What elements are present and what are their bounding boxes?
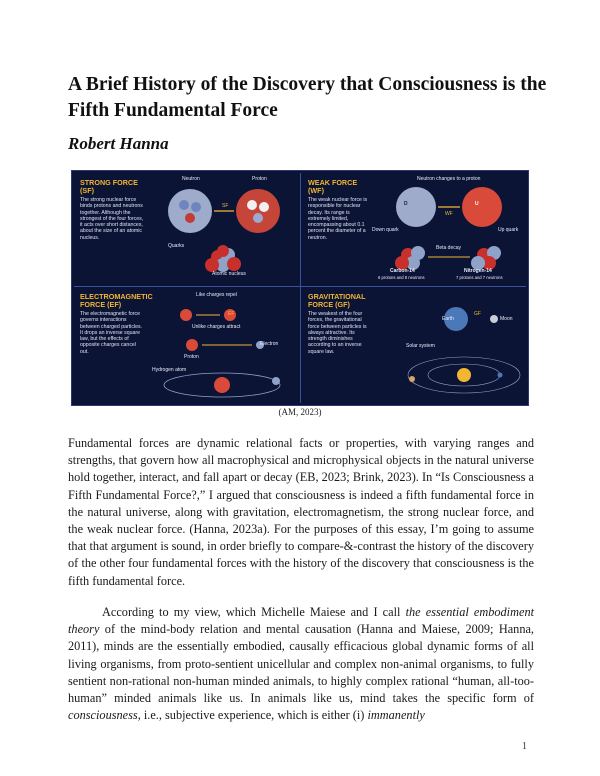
strong-force-panel [80, 179, 144, 241]
gf-tag: GF [474, 311, 481, 317]
quark-u-label: U [475, 201, 479, 207]
quark-icon [191, 202, 201, 212]
moon-label: Moon [500, 316, 513, 322]
quark-icon [185, 213, 195, 223]
neutron-label: Neutron [182, 176, 200, 182]
document-title: A Brief History of the Discovery that Consciousness is the Fifth Fundamental Force [68, 74, 547, 121]
quark-icon [253, 213, 263, 223]
gravitational-force-heading: GRAVITATIONAL FORCE (GF) [308, 292, 366, 309]
paragraph-2 [68, 604, 534, 724]
atomic-nucleus-label: Atomic nucleus [212, 271, 246, 277]
figure-divider-vertical [300, 173, 301, 403]
electromagnetic-force-panel [80, 292, 153, 355]
paragraph-2-emphasis: consciousness [68, 708, 138, 723]
quarks-label: Quarks [168, 243, 185, 249]
electromagnetic-force-description: The electromagnetic force governs interactions between charged particles. It drops an inverse square law, but the effects of opposite charges cancel out. [80, 311, 142, 355]
quark-icon [259, 202, 269, 212]
carbon-sublabel: 6 protons and 8 neutrons [378, 275, 425, 280]
hydrogen-proton-icon [214, 377, 230, 393]
quark-icon [247, 200, 257, 210]
like-charges-label: Like charges repel [196, 292, 237, 298]
ef-tag: EF [228, 311, 235, 317]
paragraph-2-emphasis: the essential embodiment theory [68, 605, 535, 637]
proton-sphere [462, 187, 502, 227]
figure-divider-horizontal [74, 286, 526, 287]
gravitational-force-panel [308, 293, 370, 355]
electron-label: Electron [260, 341, 279, 347]
weak-force-heading: WEAK FORCE (WF) [308, 178, 358, 195]
gravitational-force-description: The weakest of the four forces, the gravitational force between particles is always attractive. Its strength diminishes according to an inverse square law. [308, 311, 367, 355]
carbon-label: Carbon-14 [390, 268, 415, 274]
paragraph-2-text: , i.e., subjective experience, which is either (i) [137, 708, 368, 723]
sun-icon [457, 368, 471, 382]
wf-tag: WF [445, 211, 453, 217]
fundamental-forces-figure [71, 170, 529, 406]
down-quark-label: Down quark [372, 227, 399, 233]
quark-icon [179, 200, 189, 210]
earth-label: Earth [442, 316, 454, 322]
neutron-change-label: Neutron changes to a proton [417, 176, 481, 182]
solar-system-label: Solar system [406, 343, 435, 349]
quark-d-label: D [404, 201, 408, 207]
paragraph-2-emphasis: immanently [367, 708, 425, 723]
unlike-charges-label: Unlike charges attract [192, 324, 241, 330]
proton-sphere [236, 189, 280, 233]
proton-icon [186, 339, 198, 351]
proton-label: Proton [252, 176, 267, 182]
weak-force-panel [308, 179, 370, 241]
nitrogen-sublabel: 7 protons and 7 neutrons [456, 275, 503, 280]
beta-decay-label: Beta decay [436, 245, 462, 251]
strong-force-description: The strong nuclear force binds protons and neutrons together. Although the strongest of the four forces, it acts over short distances, about the size of an atomic nucleus. [80, 197, 144, 241]
sf-tag: SF [222, 203, 229, 209]
strong-force-illustration [150, 175, 298, 285]
planet-icon [409, 376, 415, 382]
gravitational-force-illustration [372, 289, 524, 403]
strong-force-heading: STRONG FORCE (SF) [80, 178, 138, 195]
nitrogen-nucleus-icon [471, 246, 501, 270]
planet-icon [498, 373, 503, 378]
page-number: 1 [522, 741, 527, 752]
author-name: Robert Hanna [68, 134, 169, 153]
figure-caption: (AM, 2023) [278, 407, 322, 417]
hydrogen-atom-label: Hydrogen atom [152, 367, 187, 373]
neutron-sphere [396, 187, 436, 227]
neutron-sphere [168, 189, 212, 233]
up-quark-label: Up quark [498, 227, 519, 233]
proton-icon [180, 309, 192, 321]
electromagnetic-force-heading: ELECTROMAGNETIC FORCE (EF) [80, 292, 153, 309]
paragraph-2-text: of the mind-body relation and mental causation (Hanna and Maiese, 2009; Hanna, 2011), minds are the essentially embodied, causally efficacious global dynamic forms of all living organisms, from proto-sentient unicellular and complex non-animal organisms, to fully sentient non-rational non-human minded animals, to highly complex rational “human, all-too-human” minded animals like us. In animals like us, mind takes the specific form of [68, 622, 534, 706]
atomic-nucleus-icon [205, 245, 241, 272]
weak-force-description: The weak nuclear force is responsible for nuclear decay. Its range is extremely limited, encompassing about 0.1 percent the diameter of a neutron. [308, 197, 368, 241]
paragraph-1: Fundamental forces are dynamic relational facts or properties, with varying ranges and strengths, that govern how all macrophysical and microphysical objects in the natural universe hold together, interact, and fall apart or decay (EB, 2023; Brink, 2023). In “Is Consciousness a Fifth Fundamental Force?,” I argued that consciousness is indeed a fifth fundamental force in the natural universe, along with gravitation, electromagnetism, the strong nuclear force, and the weak nuclear force. (Hanna, 2023a). For the purposes of this essay, I’m going to assume that that argument is sound, in order briefly to compare-&-contrast the history of the discovery of the other four fundamental forces with the history of the discovery that consciousness is the fifth fundamental force. [68, 436, 534, 588]
carbon-nucleus-icon [395, 246, 425, 270]
nitrogen-label: Nitrogen-14 [464, 268, 492, 274]
hydrogen-electron-icon [272, 377, 280, 385]
proton-label: Proton [184, 354, 199, 360]
paragraph-2-text: According to my view, which Michelle Maiese and I call [102, 605, 406, 619]
moon-icon [490, 315, 498, 323]
